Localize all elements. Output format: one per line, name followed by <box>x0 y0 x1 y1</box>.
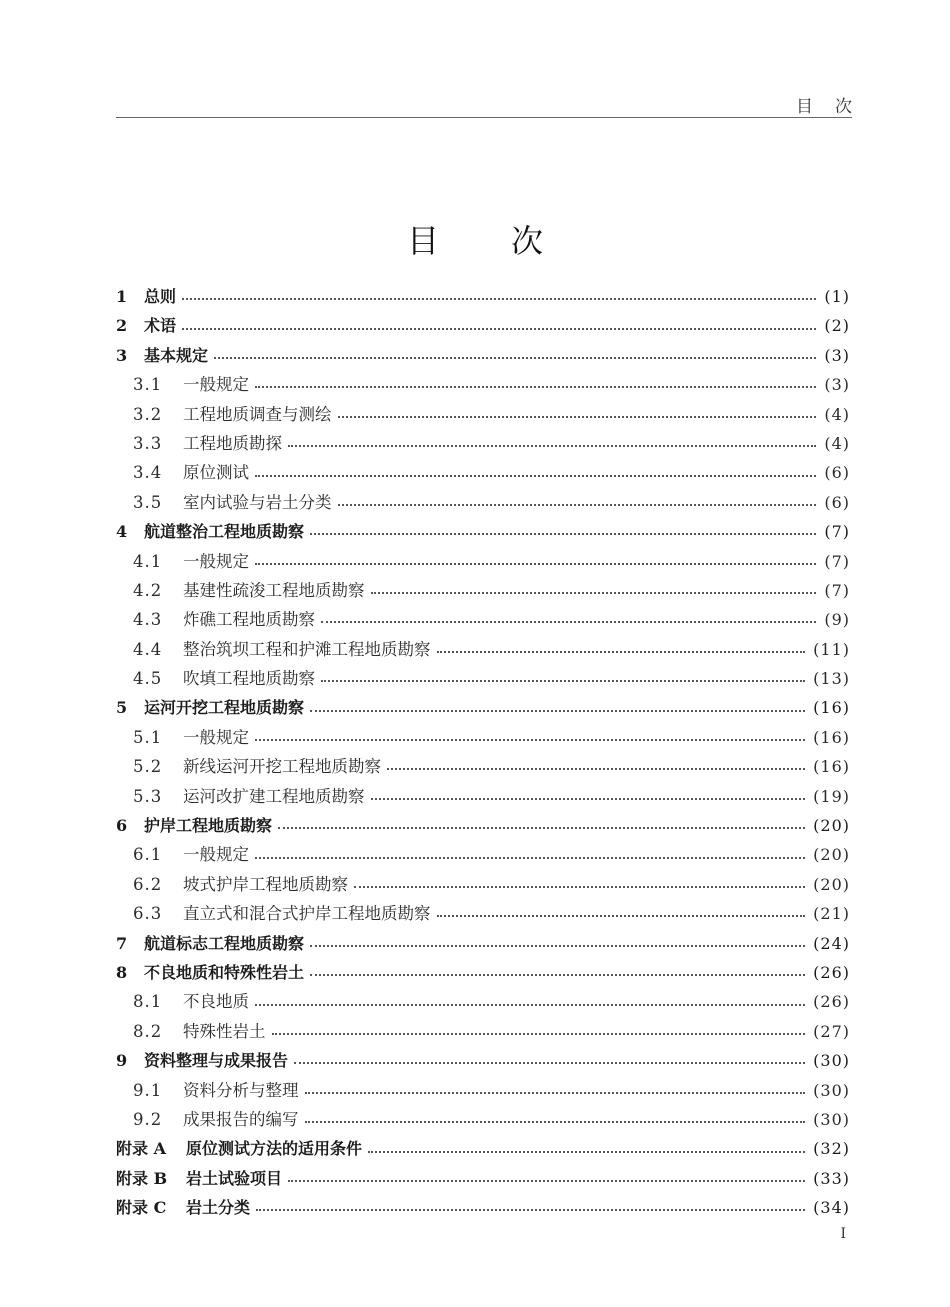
toc-entry-page: (3) <box>824 375 850 395</box>
toc-entry[interactable] <box>116 488 850 517</box>
dot-leader <box>256 1208 805 1211</box>
toc-entry-number: 5.2 <box>133 757 163 777</box>
toc-entry-title: 一般规定 <box>183 727 249 747</box>
dot-leader <box>294 1061 805 1064</box>
toc-entry-title: 一般规定 <box>183 375 249 395</box>
toc-entry-number: 5.1 <box>133 727 163 747</box>
toc-entry[interactable] <box>116 605 850 634</box>
toc-entry-number: 8 <box>116 962 128 982</box>
toc-entry-page: (9) <box>824 610 850 630</box>
toc-entry-number: 4.2 <box>133 580 163 600</box>
dot-leader <box>214 356 816 359</box>
toc-entry-number: 7 <box>116 933 128 953</box>
dot-leader <box>321 679 805 682</box>
toc-entry[interactable] <box>116 311 850 340</box>
toc-entry-page: (20) <box>813 845 850 865</box>
toc-entry-number: 3.3 <box>133 433 163 453</box>
toc-entry-title: 护岸工程地质勘察 <box>144 816 273 836</box>
toc-entry-title: 特殊性岩土 <box>183 1021 266 1041</box>
toc-entry-page: (7) <box>824 522 850 542</box>
dot-leader <box>255 474 816 477</box>
toc-entry[interactable] <box>116 458 850 487</box>
toc-entry-page: (30) <box>813 1051 850 1071</box>
toc-entry-page: (32) <box>813 1139 850 1159</box>
toc-entry-number: 9 <box>116 1051 128 1071</box>
toc-entry-page: (20) <box>813 816 850 836</box>
dot-leader <box>255 738 805 741</box>
toc-entry[interactable] <box>116 870 850 899</box>
toc-entry[interactable] <box>116 987 850 1016</box>
dot-leader <box>272 1032 806 1035</box>
page-number: I <box>840 1226 846 1242</box>
toc-entry-title: 航道标志工程地质勘察 <box>144 933 305 953</box>
toc-entry-number: 9.2 <box>133 1109 163 1129</box>
header-rule <box>116 117 852 118</box>
toc-entry-title: 坡式护岸工程地质勘察 <box>183 874 348 894</box>
toc-entry-page: (2) <box>824 316 850 336</box>
toc-entry[interactable] <box>116 1164 850 1193</box>
dot-leader <box>305 1091 806 1094</box>
toc-entry-number: 附录 A <box>116 1139 166 1159</box>
toc-entry-title: 吹填工程地质勘察 <box>183 669 315 689</box>
toc-entry-title: 岩土试验项目 <box>186 1168 283 1188</box>
dot-leader <box>182 327 816 330</box>
dot-leader <box>310 532 816 535</box>
toc-entry-number: 3.1 <box>133 375 163 395</box>
toc-entry[interactable] <box>116 282 850 311</box>
toc-entry-number: 3.4 <box>133 463 163 483</box>
toc-entry-page: (20) <box>813 874 850 894</box>
toc-entry[interactable] <box>116 429 850 458</box>
toc-entry[interactable] <box>116 664 850 693</box>
toc-entry-title: 航道整治工程地质勘察 <box>144 522 305 542</box>
dot-leader <box>310 944 805 947</box>
dot-leader <box>288 444 816 447</box>
toc-entry-title: 整治筑坝工程和护滩工程地质勘察 <box>183 639 431 659</box>
toc-entry-page: (3) <box>824 345 850 365</box>
toc-entry-page: (19) <box>813 786 850 806</box>
toc-entry-number: 3 <box>116 345 128 365</box>
toc-entry-title: 直立式和混合式护岸工程地质勘察 <box>183 904 431 924</box>
toc-entry[interactable] <box>116 1105 850 1134</box>
toc-entry-title: 一般规定 <box>183 845 249 865</box>
toc-entry-title: 不良地质 <box>183 992 249 1012</box>
toc-entry[interactable] <box>116 899 850 928</box>
toc-entry-number: 9.1 <box>133 1080 163 1100</box>
toc-entry-title: 资料分析与整理 <box>183 1080 299 1100</box>
toc-entry-title: 不良地质和特殊性岩土 <box>144 962 305 982</box>
table-of-contents <box>116 282 850 1223</box>
dot-leader <box>368 1150 805 1153</box>
toc-entry-title: 资料整理与成果报告 <box>144 1051 289 1071</box>
toc-entry-page: (26) <box>813 962 850 982</box>
toc-entry[interactable] <box>116 1193 850 1222</box>
toc-entry-number: 8.2 <box>133 1021 163 1041</box>
toc-entry-number: 4.1 <box>133 551 163 571</box>
toc-entry-number: 4 <box>116 522 128 542</box>
toc-entry-number: 5 <box>116 698 128 718</box>
toc-entry-number: 6.3 <box>133 904 163 924</box>
toc-entry-title: 运河改扩建工程地质勘察 <box>183 786 365 806</box>
toc-entry-title: 工程地质勘探 <box>183 433 282 453</box>
toc-entry-title: 总则 <box>144 287 177 306</box>
dot-leader <box>321 620 816 623</box>
dot-leader <box>255 385 816 388</box>
dot-leader <box>288 1179 805 1182</box>
toc-entry-number: 4.3 <box>133 610 163 630</box>
toc-entry-title: 原位测试 <box>183 463 249 483</box>
toc-entry-title: 基建性疏浚工程地质勘察 <box>183 580 365 600</box>
toc-entry-title: 术语 <box>144 316 177 336</box>
toc-entry-page: (16) <box>813 727 850 747</box>
dot-leader <box>354 885 805 888</box>
toc-entry-title: 新线运河开挖工程地质勘察 <box>183 757 381 777</box>
toc-entry-page: (6) <box>824 492 850 512</box>
toc-entry-page: (33) <box>813 1168 850 1188</box>
toc-entry-page: (13) <box>813 669 850 689</box>
toc-entry-number: 6.2 <box>133 874 163 894</box>
toc-entry-page: (24) <box>813 933 850 953</box>
toc-entry-page: (16) <box>813 698 850 718</box>
toc-entry-page: (4) <box>824 433 850 453</box>
toc-entry-page: (6) <box>824 463 850 483</box>
toc-entry-page: (7) <box>824 580 850 600</box>
dot-leader <box>338 415 817 418</box>
toc-entry-number: 6 <box>116 816 128 836</box>
toc-entry[interactable] <box>116 723 850 752</box>
toc-entry-number: 附录 B <box>116 1168 168 1188</box>
toc-entry-number: 5.3 <box>133 786 163 806</box>
toc-entry-title: 岩土分类 <box>186 1198 251 1218</box>
toc-entry-page: (16) <box>813 757 850 777</box>
toc-entry[interactable] <box>116 341 850 370</box>
toc-entry-number: 3.2 <box>133 404 163 424</box>
toc-entry-title: 原位测试方法的适用条件 <box>186 1139 363 1159</box>
toc-entry-number: 6.1 <box>133 845 163 865</box>
toc-entry-title: 炸礁工程地质勘察 <box>183 610 315 630</box>
dot-leader <box>305 1120 806 1123</box>
toc-entry-page: (11) <box>813 639 850 659</box>
toc-entry[interactable] <box>116 370 850 399</box>
toc-entry-page: (26) <box>813 992 850 1012</box>
dot-leader <box>255 856 805 859</box>
dot-leader <box>278 826 805 829</box>
toc-entry-title: 一般规定 <box>183 551 249 571</box>
toc-entry-page: (7) <box>824 551 850 571</box>
dot-leader <box>255 562 816 565</box>
toc-entry-page: (1) <box>824 287 850 306</box>
toc-entry-number: 附录 C <box>116 1198 167 1218</box>
running-header <box>116 88 874 118</box>
toc-entry-page: (34) <box>813 1198 850 1218</box>
toc-entry[interactable] <box>116 1134 850 1163</box>
dot-leader <box>182 297 816 300</box>
toc-entry[interactable] <box>116 752 850 781</box>
dot-leader <box>371 797 806 800</box>
toc-entry[interactable] <box>116 400 850 429</box>
dot-leader <box>255 1003 805 1006</box>
toc-entry[interactable] <box>116 840 850 869</box>
toc-entry[interactable] <box>116 1076 850 1105</box>
dot-leader <box>310 709 805 712</box>
toc-entry[interactable] <box>116 576 850 605</box>
toc-entry[interactable] <box>116 547 850 576</box>
running-header-label: 目次 <box>796 97 874 117</box>
toc-entry-page: (27) <box>813 1021 850 1041</box>
toc-entry[interactable] <box>116 811 850 840</box>
toc-entry[interactable] <box>116 635 850 664</box>
toc-entry[interactable] <box>116 517 850 546</box>
toc-entry-title: 室内试验与岩土分类 <box>183 492 332 512</box>
toc-entry-page: (21) <box>813 904 850 924</box>
toc-entry[interactable] <box>116 929 850 958</box>
toc-entry-title: 成果报告的编写 <box>183 1109 299 1129</box>
toc-entry[interactable] <box>116 782 850 811</box>
page-title: 目次 <box>406 222 615 260</box>
toc-entry-page: (30) <box>813 1109 850 1129</box>
toc-entry-title: 工程地质调查与测绘 <box>183 404 332 424</box>
dot-leader <box>437 914 806 917</box>
toc-entry-page: (4) <box>824 404 850 424</box>
dot-leader <box>387 767 805 770</box>
toc-entry-number: 2 <box>116 316 128 336</box>
toc-entry-title: 基本规定 <box>144 345 209 365</box>
toc-entry-number: 3.5 <box>133 492 163 512</box>
toc-entry-page: (30) <box>813 1080 850 1100</box>
dot-leader <box>310 973 805 976</box>
toc-entry-title: 运河开挖工程地质勘察 <box>144 698 305 718</box>
dot-leader <box>338 503 817 506</box>
toc-entry[interactable] <box>116 693 850 722</box>
dot-leader <box>437 650 806 653</box>
toc-entry-number: 4.4 <box>133 639 163 659</box>
toc-entry[interactable] <box>116 958 850 987</box>
toc-entry-number: 1 <box>116 287 128 306</box>
toc-entry-number: 4.5 <box>133 669 163 689</box>
toc-entry-number: 8.1 <box>133 992 163 1012</box>
toc-entry[interactable] <box>116 1017 850 1046</box>
dot-leader <box>371 591 817 594</box>
toc-entry[interactable] <box>116 1046 850 1075</box>
